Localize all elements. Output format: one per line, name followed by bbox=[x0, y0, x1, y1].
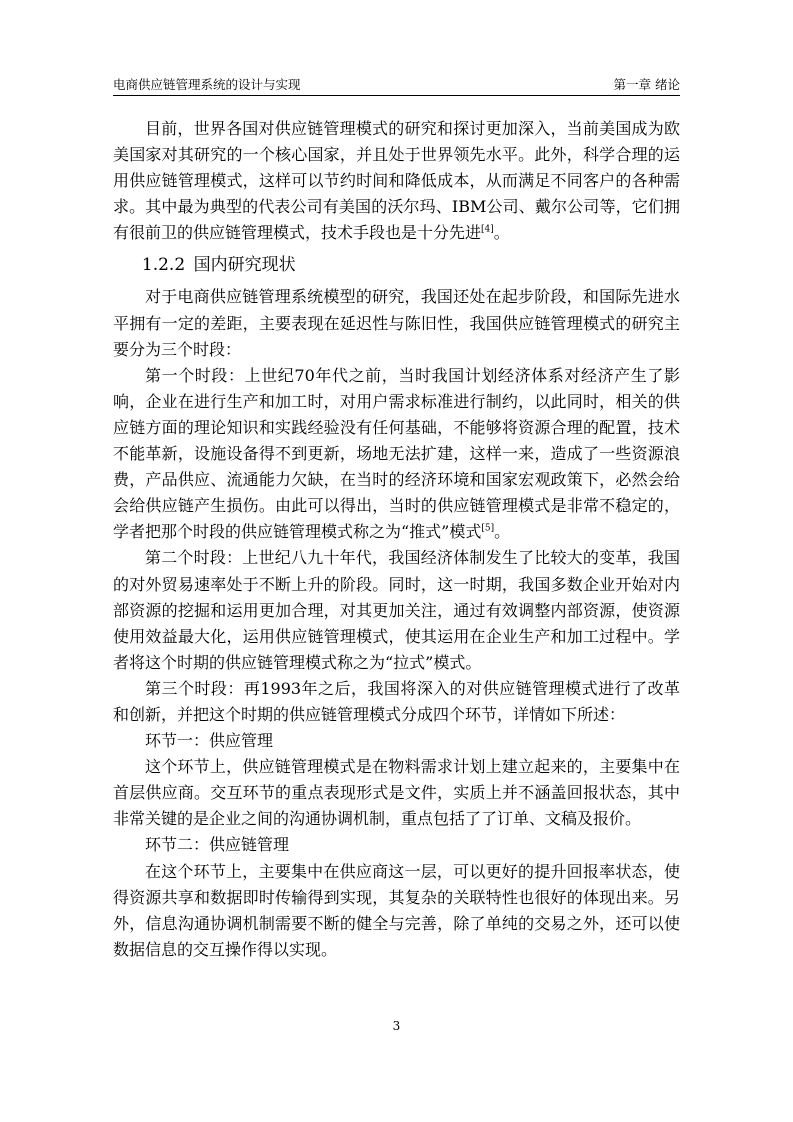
paragraph-stage-one: 这个环节上，供应链管理模式是在物料需求计划上建立起来的，主要集中在首层供应商。交互环节的重点表现形式是文件，实质上并不涵盖回报状态，其中非常关键的是企业之间的沟通协调机制，重点包括了了订单、文稿及报价。 bbox=[113, 757, 680, 829]
paragraph-third-period: 第三个时段：再1993年之后，我国将深入的对供应链管理模式进行了改革和创新，并把这个时期的供应链管理模式分成四个环节，详情如下所述： bbox=[113, 678, 680, 724]
paragraph-text: 第一个时段：上世纪70年代之前，当时我国计划经济体系对经济产生了影响，企业在进行生产和加工时，对用户需求标准进行制约，以此同时，相关的供应链方面的理论知识和实践经验没有任何基础，不能够将资源合理的配置，技术不能革新，设施设备得不到更新，场地无法扩建，这样一来，造成了一些资源浪费，产品供应、流通能力欠缺，在当时的经济环境和国家宏观政策下，必然会给会给供应链产生损伤。由此可以得出，当时的供应链管理模式是非常不稳定的，学者把那个时段的供应链管理模式称之为“推式”模式 bbox=[113, 365, 680, 542]
paragraph-domestic-intro: 对于电商供应链管理系统模型的研究，我国还处在起步阶段，和国际先进水平拥有一定的差距，主要表现在延迟性与陈旧性，我国供应链管理模式的研究主要分为三个时段： bbox=[113, 287, 680, 359]
paragraph-end: 。 bbox=[493, 223, 510, 243]
paragraph-text: 目前，世界各国对供应链管理模式的研究和探讨更加深入，当前美国成为欧美国家对其研究的一个核心国家，并且处于世界领先水平。此外，科学合理的运用供应链管理模式，这样可以节约时间和降低成本，从而满足不同客户的各种需求。其中最为典型的代表公司有美国的沃尔玛、IBM公司、戴尔公司等，它们拥有很前卫的供应链管理模式，技术手段也是十分先进 bbox=[113, 119, 680, 243]
running-header bbox=[113, 76, 680, 96]
header-chapter-title: 第一章 绪论 bbox=[613, 77, 680, 92]
paragraph-stage-two: 在这个环节上，主要集中在供应商这一层，可以更好的提升回报率状态，使得资源共享和数据即时传输得到实现，其复杂的关联特性也很好的体现出来。另外，信息沟通协调机制需要不断的健全与完善，除了单纯的交易之外，还可以使数据信息的交互操作得以实现。 bbox=[113, 861, 680, 959]
paragraph-second-period: 第二个时段：上世纪八九十年代，我国经济体制发生了比较大的变革，我国的对外贸易速率处于不断上升的阶段。同时，这一时期，我国多数企业开始对内部资源的挖掘和运用更加合理，对其更加关注，通过有效调整内部资源，使资源使用效益最大化，运用供应链管理模式，使其运用在企业生产和加工过程中。学者将这个时期的供应链管理模式称之为“拉式”模式。 bbox=[113, 548, 680, 672]
citation-ref: [5] bbox=[481, 523, 495, 534]
stage-two-title: 环节二：供应链管理 bbox=[145, 835, 290, 855]
body-text bbox=[113, 116, 680, 963]
header-thesis-title: 电商供应链管理系统的设计与实现 bbox=[113, 77, 301, 92]
section-title: 国内研究现状 bbox=[193, 255, 296, 276]
section-heading bbox=[113, 250, 680, 280]
paragraph-first-period bbox=[113, 363, 680, 546]
section-number: 1.2.2 bbox=[141, 255, 186, 276]
paragraph-international-status bbox=[113, 116, 680, 246]
page-number: 3 bbox=[392, 1019, 401, 1033]
citation-ref: [4] bbox=[481, 225, 494, 236]
paragraph-end: 。 bbox=[494, 522, 511, 542]
stage-one-title: 环节一：供应管理 bbox=[145, 731, 274, 751]
